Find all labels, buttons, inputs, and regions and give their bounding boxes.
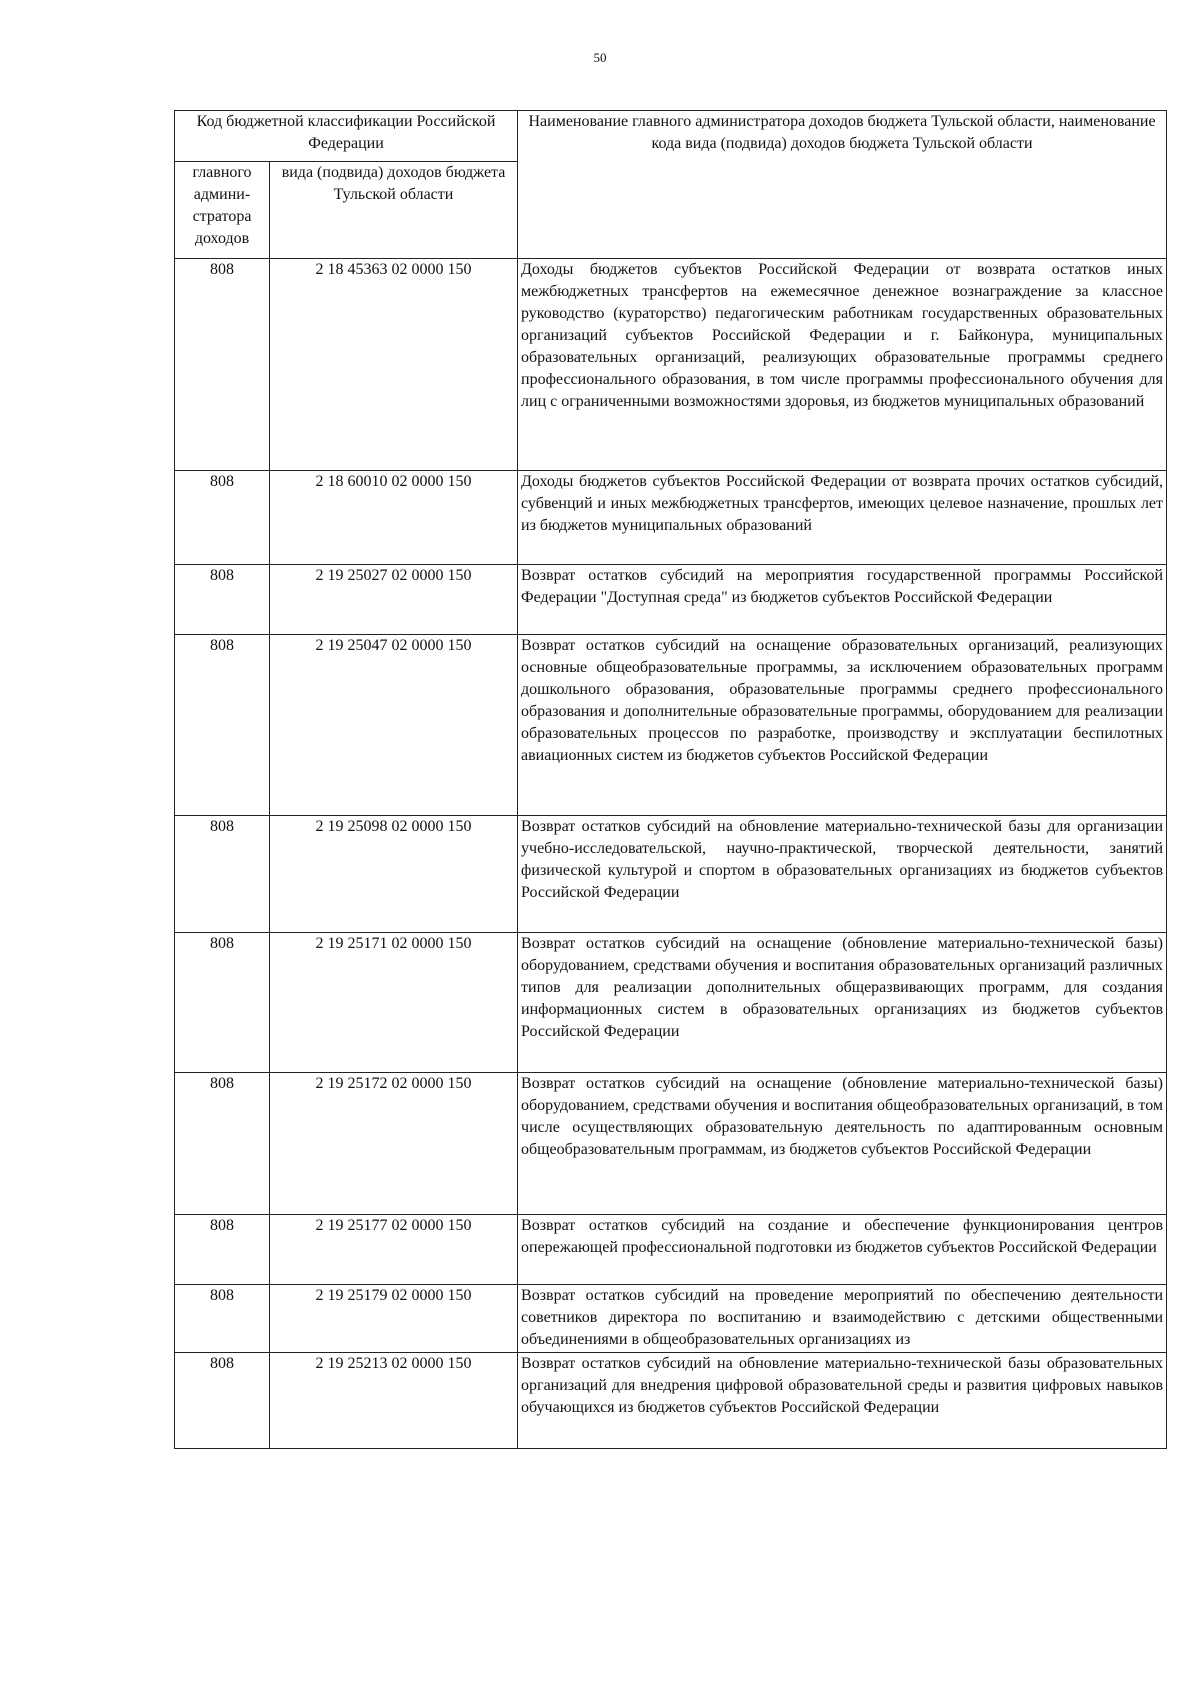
income-description-cell: Возврат остатков субсидий на оснащение (обновление материально-технической базы) оборудованием, средствами обучения и воспитания общеобразовательных организаций, в том числе осуществляющих образовательную деятельность по адаптированным основным общеобразовательным программам, из бюджетов субъектов Российской Федерации bbox=[518, 1073, 1167, 1215]
income-description-text: Возврат остатков субсидий на проведение мероприятий по обеспечению деятельности советников директора по воспитанию и взаимодействию с детскими общественными объединениями в общеобразовательных организациях из bbox=[521, 1287, 1164, 1348]
income-description-cell bbox=[518, 1285, 1167, 1353]
income-description-cell: Возврат остатков субсидий на оснащение образовательных организаций, реализующих основные общеобразовательные программы, за исключением образовательных программ дошкольного образования, образовательные программы среднего профессионального образования и дополнительные образовательные программы, оборудованием для реализации образовательных процессов по разработке, производству и эксплуатации беспилотных авиационных систем из бюджетов субъектов Российской Федерации bbox=[518, 635, 1167, 816]
income-description-cell: Возврат остатков субсидий на мероприятия государственной программы Российской Федерации "Доступная среда" из бюджетов субъектов Российской Федерации bbox=[518, 565, 1167, 635]
income-code-cell: 2 19 25047 02 0000 150 bbox=[270, 635, 518, 816]
income-description-cell: Возврат остатков субсидий на обновление материально-технической базы для организации учебно-исследовательской, научно-практической, творческой деятельности, занятий физической культурой и спортом в образовательных организациях из бюджетов субъектов Российской Федерации bbox=[518, 816, 1167, 933]
admin-code-cell: 808 bbox=[175, 259, 270, 471]
income-code-cell: 2 18 45363 02 0000 150 bbox=[270, 259, 518, 471]
admin-code-cell: 808 bbox=[175, 1353, 270, 1449]
admin-code-cell: 808 bbox=[175, 635, 270, 816]
admin-code-cell: 808 bbox=[175, 471, 270, 565]
income-code-cell: 2 19 25213 02 0000 150 bbox=[270, 1353, 518, 1449]
income-code-cell: 2 19 25171 02 0000 150 bbox=[270, 933, 518, 1073]
income-code-cell: 2 19 25027 02 0000 150 bbox=[270, 565, 518, 635]
table-row bbox=[175, 1285, 1167, 1353]
table-row bbox=[175, 259, 1167, 471]
income-code-cell: 2 19 25172 02 0000 150 bbox=[270, 1073, 518, 1215]
table-row bbox=[175, 1073, 1167, 1215]
header-administrator-name: Наименование главного администратора доходов бюджета Тульской области, наименование кода вида (подвида) доходов бюджета Тульской области bbox=[518, 111, 1167, 259]
income-code-cell: 2 19 25098 02 0000 150 bbox=[270, 816, 518, 933]
table-row bbox=[175, 565, 1167, 635]
table-row bbox=[175, 1353, 1167, 1449]
table-row bbox=[175, 635, 1167, 816]
table-row bbox=[175, 816, 1167, 933]
income-description-cell: Возврат остатков субсидий на создание и обеспечение функционирования центров опережающей профессиональной подготовки из бюджетов субъектов Российской Федерации bbox=[518, 1215, 1167, 1285]
admin-code-cell: 808 bbox=[175, 1073, 270, 1215]
income-description-cell: Доходы бюджетов субъектов Российской Федерации от возврата остатков иных межбюджетных трансфертов на ежемесячное денежное вознаграждение за классное руководство (кураторство) педагогическим работникам государственных образовательных организаций субъектов Российской Федерации и г. Байконура, муниципальных образовательных организаций, реализующих образовательные программы среднего профессионального образования, в том числе программы профессионального обучения для лиц с ограниченными возможностями здоровья, из бюджетов муниципальных образований bbox=[518, 259, 1167, 471]
budget-classification-table bbox=[174, 110, 1167, 1449]
income-code-cell: 2 18 60010 02 0000 150 bbox=[270, 471, 518, 565]
table-row bbox=[175, 1215, 1167, 1285]
header-income-type-code: вида (подвида) доходов бюджета Тульской области bbox=[270, 162, 518, 259]
income-code-cell: 2 19 25179 02 0000 150 bbox=[270, 1285, 518, 1353]
income-description-cell: Возврат остатков субсидий на оснащение (обновление материально-технической базы) оборудованием, средствами обучения и воспитания образовательных организаций различных типов для реализации дополнительных общеразвивающих программ, для создания информационных систем в образовательных организациях из бюджетов субъектов Российской Федерации bbox=[518, 933, 1167, 1073]
admin-code-cell: 808 bbox=[175, 816, 270, 933]
income-code-cell: 2 19 25177 02 0000 150 bbox=[270, 1215, 518, 1285]
income-description-cell: Доходы бюджетов субъектов Российской Федерации от возврата прочих остатков субсидий, субвенций и иных межбюджетных трансфертов, имеющих целевое назначение, прошлых лет из бюджетов муниципальных образований bbox=[518, 471, 1167, 565]
admin-code-cell: 808 bbox=[175, 565, 270, 635]
admin-code-cell: 808 bbox=[175, 1215, 270, 1285]
page-number: 50 bbox=[593, 50, 607, 65]
income-description-cell: Возврат остатков субсидий на обновление материально-технической базы образовательных организаций для внедрения цифровой образовательной среды и развития цифровых навыков обучающихся из бюджетов субъектов Российской Федерации bbox=[518, 1353, 1167, 1449]
header-main-administrator: главного админи-стратора доходов bbox=[175, 162, 270, 259]
table-row bbox=[175, 471, 1167, 565]
admin-code-cell: 808 bbox=[175, 1285, 270, 1353]
table-row bbox=[175, 933, 1167, 1073]
header-budget-classification-code: Код бюджетной классификации Российской Федерации bbox=[175, 111, 518, 162]
admin-code-cell: 808 bbox=[175, 933, 270, 1073]
